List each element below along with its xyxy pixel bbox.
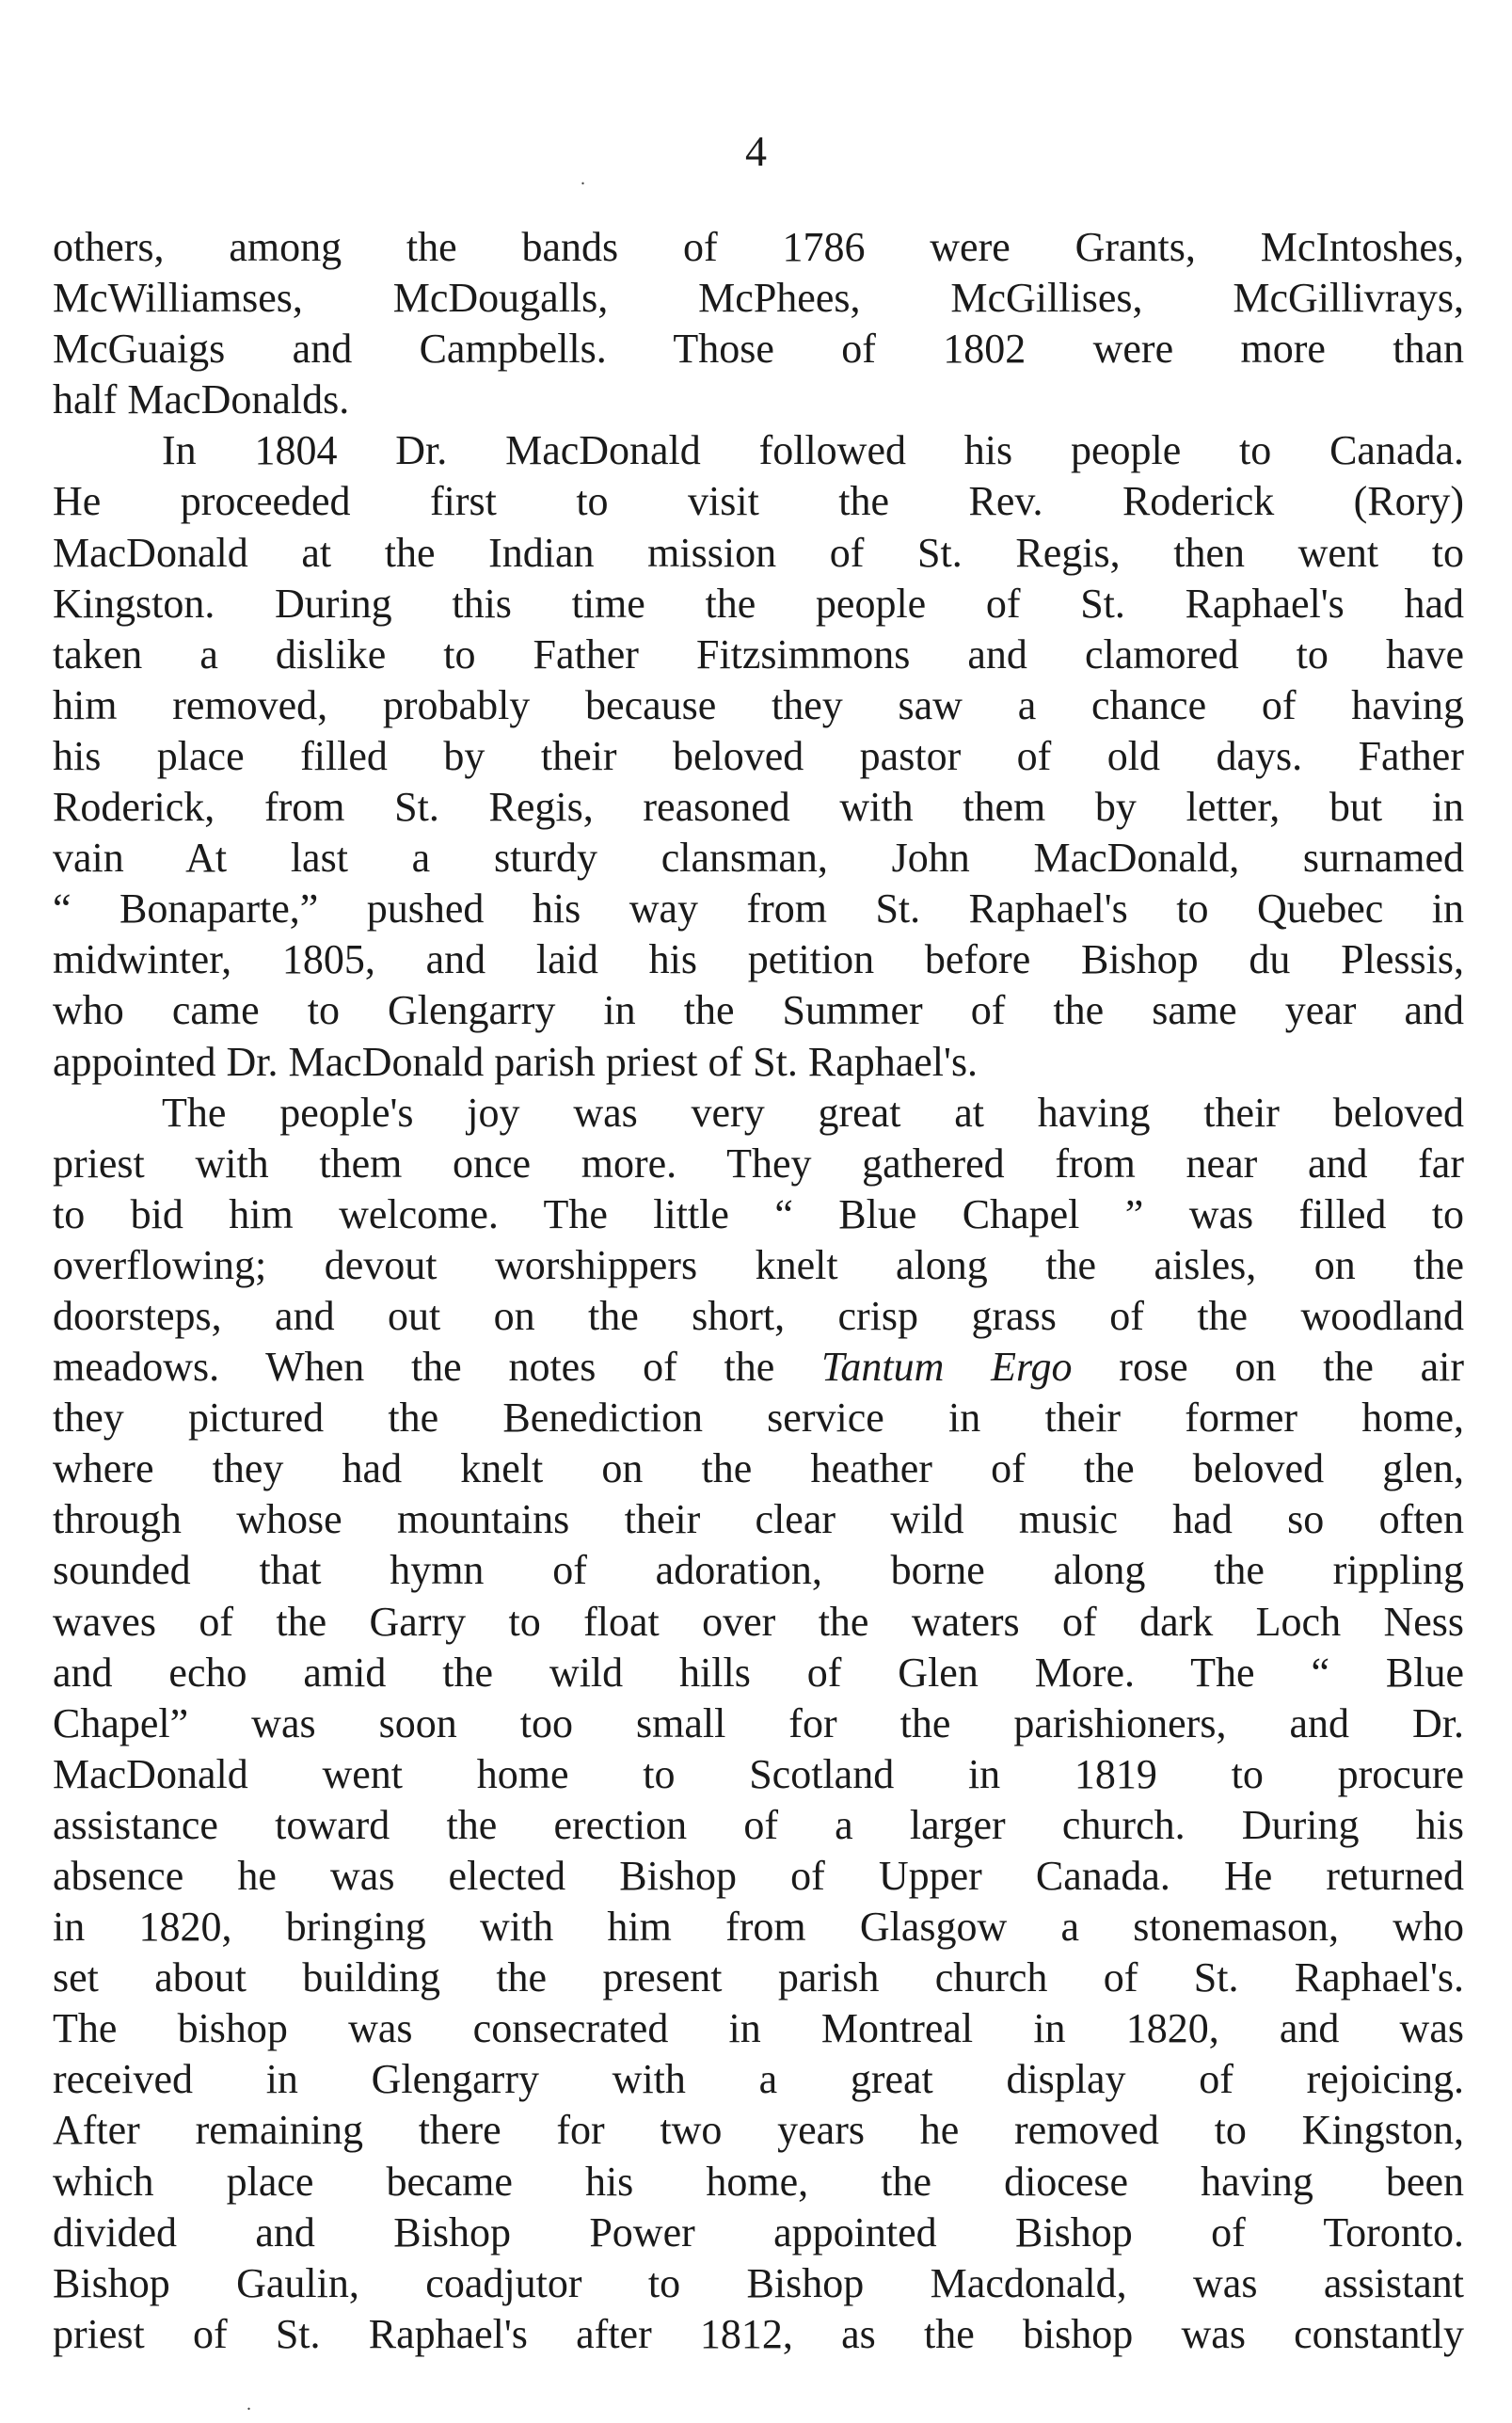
text-line: “ Bonaparte,” pushed his way from St. Raphael's to Quebec in bbox=[53, 885, 1464, 933]
text-line: sounded that hymn of adoration, borne along the rippling bbox=[53, 1547, 1464, 1594]
text-line: divided and Bishop Power appointed Bishop of Toronto. bbox=[53, 2208, 1464, 2256]
text-line: half MacDonalds. bbox=[53, 376, 350, 423]
text-line: appointed Dr. MacDonald parish priest of St. Raphael's. bbox=[53, 1038, 979, 1085]
text-line: MacDonald went home to Scotland in 1819 to procure bbox=[53, 1750, 1464, 1797]
italic-title: Tantum Ergo bbox=[820, 1344, 1073, 1391]
stray-mark-top: . bbox=[581, 168, 585, 189]
text-line: midwinter, 1805, and laid his petition before Bishop du Plessis, bbox=[53, 936, 1464, 983]
text-line: him removed, probably because they saw a chance of having bbox=[53, 681, 1464, 728]
text-line: meadows. When the notes of the Tantum Ergo rose on the air bbox=[53, 1344, 1464, 1391]
text-line: The people's joy was very great at having their beloved bbox=[162, 1089, 1464, 1136]
text-line: priest of St. Raphael's after 1812, as the bishop was constantly bbox=[53, 2310, 1464, 2357]
text-line: and echo amid the wild hills of Glen More. The “ Blue bbox=[53, 1649, 1464, 1696]
text-line: assistance toward the erection of a larger church. During his bbox=[53, 1801, 1464, 1848]
text-line: taken a dislike to Father Fitzsimmons and clamored to have bbox=[53, 630, 1464, 677]
text-line: Roderick, from St. Regis, reasoned with them by letter, but in bbox=[53, 784, 1464, 831]
text-line: to bid him welcome. The little “ Blue Chapel ” was filled to bbox=[53, 1190, 1464, 1237]
text-line: Kingston. During this time the people of St. Raphael's had bbox=[53, 580, 1464, 627]
text-line: who came to Glengarry in the Summer of the same year and bbox=[53, 987, 1464, 1034]
text-line: overflowing; devout worshippers knelt along the aisles, on the bbox=[53, 1241, 1464, 1288]
text-line: doorsteps, and out on the short, crisp grass of the woodland bbox=[53, 1292, 1464, 1339]
text-line: where they had knelt on the heather of the beloved glen, bbox=[53, 1445, 1464, 1492]
text-line: which place became his home, the diocese having been bbox=[53, 2158, 1464, 2205]
text-line: others, among the bands of 1786 were Grants, McIntoshes, bbox=[53, 224, 1464, 270]
text-line: in 1820, bringing with him from Glasgow a stonemason, who bbox=[53, 1904, 1464, 1951]
body-text bbox=[53, 222, 1464, 2360]
text-line: waves of the Garry to float over the waters of dark Loch Ness bbox=[53, 1598, 1464, 1645]
text-line: McGuaigs and Campbells. Those of 1802 were more than bbox=[53, 326, 1464, 373]
text-line: The bishop was consecrated in Montreal in 1820, and was bbox=[53, 2005, 1464, 2052]
text-line: He proceeded first to visit the Rev. Roderick (Rory) bbox=[53, 478, 1464, 525]
text-line: priest with them once more. They gathered from near and far bbox=[53, 1140, 1464, 1187]
text-line: they pictured the Benediction service in their former home, bbox=[53, 1395, 1464, 1442]
page-number: 4 bbox=[745, 127, 767, 175]
text-line: set about building the present parish church of St. Raphael's. bbox=[53, 1954, 1464, 2001]
text-line: received in Glengarry with a great display of rejoicing. bbox=[53, 2056, 1464, 2103]
text-line: McWilliamses, McDougalls, McPhees, McGillises, McGillivrays, bbox=[53, 275, 1464, 322]
text-line: MacDonald at the Indian mission of St. Regis, then went to bbox=[53, 529, 1464, 576]
text-line: Bishop Gaulin, coadjutor to Bishop Macdonald, was assistant bbox=[53, 2259, 1464, 2306]
text-line: After remaining there for two years he removed to Kingston, bbox=[53, 2107, 1464, 2154]
text-line: vain At last a sturdy clansman, John MacDonald, surnamed bbox=[53, 835, 1464, 882]
text-line: In 1804 Dr. MacDonald followed his people to Canada. bbox=[162, 427, 1464, 474]
text-line: his place filled by their beloved pastor of old days. Father bbox=[53, 732, 1464, 779]
text-line: through whose mountains their clear wild music had so often bbox=[53, 1496, 1464, 1543]
text-line: absence he was elected Bishop of Upper Canada. He returned bbox=[53, 1853, 1464, 1899]
stray-mark-bottom: . bbox=[247, 2394, 251, 2415]
text-line: Chapel” was soon too small for the parishioners, and Dr. bbox=[53, 1699, 1464, 1746]
